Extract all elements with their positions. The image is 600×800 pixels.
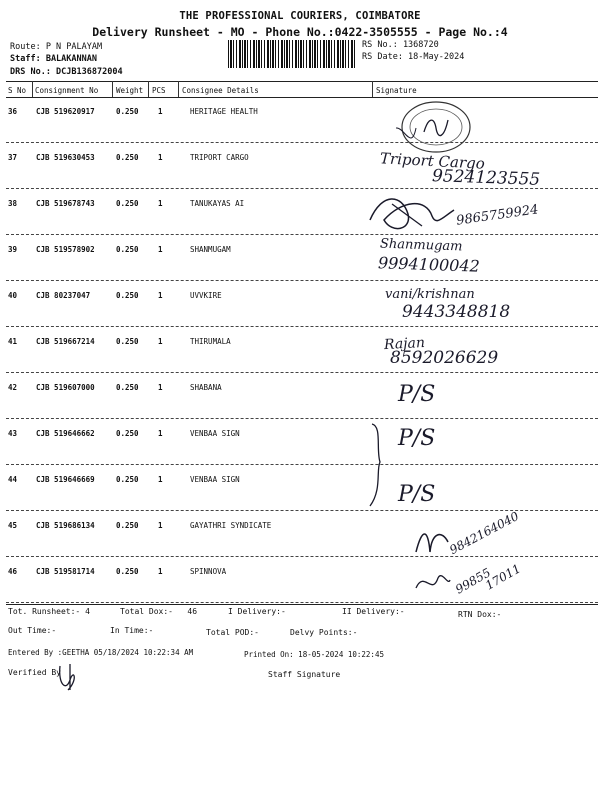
ii-delivery: II Delivery:- [342,607,405,616]
signature-38-phone: 9865759924 [455,202,540,229]
row-consignment: CJB 519620917 [36,107,95,116]
col-pcs: PCS [152,86,166,95]
staff-signature-label: Staff Signature [268,670,341,679]
signature-40-name: vani/krishnan [385,287,475,302]
row-consignment: CJB 519630453 [36,153,95,162]
signature-39-phone: 9994100042 [377,253,481,276]
row-consignee: VENBAA SIGN [190,429,240,438]
row-consignee: TANUKAYAS AI [190,199,245,208]
row-pcs: 1 [158,199,163,208]
total-dox: Total Dox:- 46 [120,607,198,616]
row-sno: 44 [8,475,18,484]
row-divider [6,326,598,327]
row-pcs: 1 [158,291,163,300]
row-consignment: CJB 80237047 [36,291,91,300]
entered-by: Entered By :GEETHA 05/18/2024 10:22:34 AM [8,648,194,657]
row-weight: 0.250 [116,337,139,346]
row-consignee: THIRUMALA [190,337,231,346]
table-row [0,98,600,144]
signature-45-scribble [412,522,452,562]
signature-37-name: Triport Cargo [379,149,486,173]
company-title: THE PROFESSIONAL COURIERS, COIMBATORE [179,10,421,22]
signature-41-name: Rajan [383,334,426,354]
verified-signature [56,660,82,694]
row-weight: 0.250 [116,245,139,254]
signature-46-scribble [412,566,452,600]
row-consignee: SHANMUGAM [190,245,231,254]
row-divider [6,142,598,143]
col-separator [32,81,33,97]
row-pcs: 1 [158,383,163,392]
row-pcs: 1 [158,245,163,254]
row-consignee: TRIPORT CARGO [190,153,249,162]
verified-by: Verified By [8,668,61,677]
row-weight: 0.250 [116,383,139,392]
col-separator [148,81,149,97]
row-pcs: 1 [158,521,163,530]
row-sno: 39 [8,245,18,254]
row-sno: 45 [8,521,18,530]
row-divider [6,372,598,373]
table-row [0,466,600,512]
row-sno: 46 [8,567,18,576]
row-sno: 37 [8,153,18,162]
row-divider [6,464,598,465]
row-weight: 0.250 [116,429,139,438]
row-sno: 36 [8,107,18,116]
row-divider [6,602,598,603]
route-label: Route: P N PALAYAM [10,42,103,52]
col-separator [112,81,113,97]
staff-label: Staff: BALAKANNAN [10,54,97,64]
row-consignee: HERITAGE HEALTH [190,107,258,116]
row-pcs: 1 [158,153,163,162]
row-divider [6,280,598,281]
row-weight: 0.250 [116,107,139,116]
row-consignment: CJB 519646669 [36,475,95,484]
rtn-dox: RTN Dox:- [458,610,502,619]
row-consignment: CJB 519686134 [36,521,95,530]
row-consignment: CJB 519678743 [36,199,95,208]
signature-39-name: Shanmugam [379,236,463,255]
brace-mark [362,420,392,510]
signature-45-phone: 9842164040 [447,508,522,558]
row-consignment: CJB 519607000 [36,383,95,392]
signature-stamp [396,98,476,156]
signature-42-ps: P/S [398,382,436,407]
row-weight: 0.250 [116,567,139,576]
row-sno: 40 [8,291,18,300]
table-row [0,236,600,282]
delvy-points: Delvy Points:- [290,628,358,637]
signature-37-phone: 9524123555 [431,166,541,190]
signature-44-ps: P/S [398,482,436,507]
col-separator [178,81,179,97]
row-sno: 42 [8,383,18,392]
row-consignee: VENBAA SIGN [190,475,240,484]
row-pcs: 1 [158,337,163,346]
i-delivery: I Delivery:- [228,607,286,616]
row-consignee: UVVKIRE [190,291,222,300]
table-row [0,420,600,466]
signature-41-phone: 8592026629 [390,348,499,368]
rs-date: RS Date: 18-May-2024 [362,52,465,62]
row-consignment: CJB 519581714 [36,567,95,576]
col-weight: Weight [116,86,144,95]
row-weight: 0.250 [116,475,139,484]
signature-46-phone-a: 99855 [453,565,494,597]
table-row [0,328,600,374]
in-time: In Time:- [110,626,154,635]
row-pcs: 1 [158,429,163,438]
col-sno: S No [8,86,27,95]
row-divider [6,418,598,419]
footer-rule [6,604,598,605]
col-consignment: Consignment No [35,86,99,95]
row-sno: 41 [8,337,18,346]
col-separator [372,81,373,97]
tot-runsheet: Tot. Runsheet:- 4 [8,607,90,616]
row-pcs: 1 [158,475,163,484]
row-consignment: CJB 519646662 [36,429,95,438]
row-consignment: CJB 519667214 [36,337,95,346]
barcode [228,40,356,68]
printed-on: Printed On: 18-05-2024 10:22:45 [244,650,384,659]
table-row [0,374,600,420]
row-consignment: CJB 519578902 [36,245,95,254]
row-divider [6,234,598,235]
signature-38-scribble [362,190,462,234]
runsheet-title: Delivery Runsheet - MO - Phone No.:0422-3505555 - Page No.:4 [92,25,508,39]
col-consignee: Consignee Details [182,86,259,95]
row-sno: 38 [8,199,18,208]
table-top-rule [6,81,598,82]
row-divider [6,556,598,557]
row-pcs: 1 [158,107,163,116]
signature-46-phone-b: 17011 [483,561,524,593]
total-pod: Total POD:- [206,628,259,637]
col-signature: Signature [376,86,417,95]
out-time: Out Time:- [8,626,57,635]
row-pcs: 1 [158,567,163,576]
rs-number: RS No.: 1368720 [362,40,439,50]
row-sno: 43 [8,429,18,438]
signature-43-ps: P/S [398,426,436,451]
row-consignee: SHABANA [190,383,222,392]
row-weight: 0.250 [116,199,139,208]
row-weight: 0.250 [116,291,139,300]
drs-number: DRS No.: DCJB136872004 [10,67,123,77]
row-weight: 0.250 [116,521,139,530]
row-consignee: SPINNOVA [190,567,227,576]
signature-40-phone: 9443348818 [402,302,511,322]
row-weight: 0.250 [116,153,139,162]
row-consignee: GAYATHRI SYNDICATE [190,521,272,530]
